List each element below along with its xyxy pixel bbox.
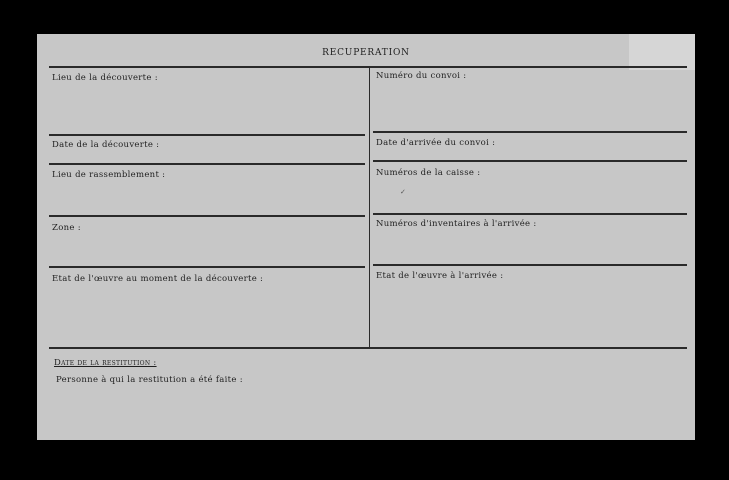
rule-left-1 [49, 134, 365, 136]
column-divider [369, 66, 370, 349]
rule-left-3 [49, 215, 365, 217]
field-date-restitution: Date de la restitution : [54, 358, 157, 368]
field-lieu-decouverte: Lieu de la découverte : [52, 73, 158, 83]
field-etat-arrivee: Etat de l'œuvre à l'arrivée : [376, 271, 504, 281]
rule-left-4 [49, 266, 365, 268]
rule-right-3 [373, 213, 687, 215]
field-lieu-rassemblement: Lieu de rassemblement : [52, 170, 166, 180]
field-zone: Zone : [52, 223, 81, 233]
field-date-arrivee-convoi: Date d'arrivée du convoi : [376, 138, 496, 148]
field-numero-convoi: Numéro du convoi : [376, 71, 467, 81]
stray-mark: ✓ [400, 188, 406, 196]
rule-top [49, 66, 687, 68]
field-etat-decouverte: Etat de l'œuvre au moment de la découverte : [52, 274, 264, 284]
rule-right-4 [373, 264, 687, 266]
field-personne-restitution: Personne à qui la restitution a été faite : [56, 375, 243, 385]
rule-bottom [49, 347, 687, 349]
rule-right-2 [373, 160, 687, 162]
field-numeros-caisse: Numéros de la caisse : [376, 168, 481, 178]
card-title: RECUPERATION [322, 48, 410, 58]
record-card [37, 34, 695, 440]
field-numeros-inventaires: Numéros d'inventaires à l'arrivée : [376, 219, 537, 229]
field-date-decouverte: Date de la découverte : [52, 140, 160, 150]
rule-left-2 [49, 163, 365, 165]
rule-right-1 [373, 131, 687, 133]
